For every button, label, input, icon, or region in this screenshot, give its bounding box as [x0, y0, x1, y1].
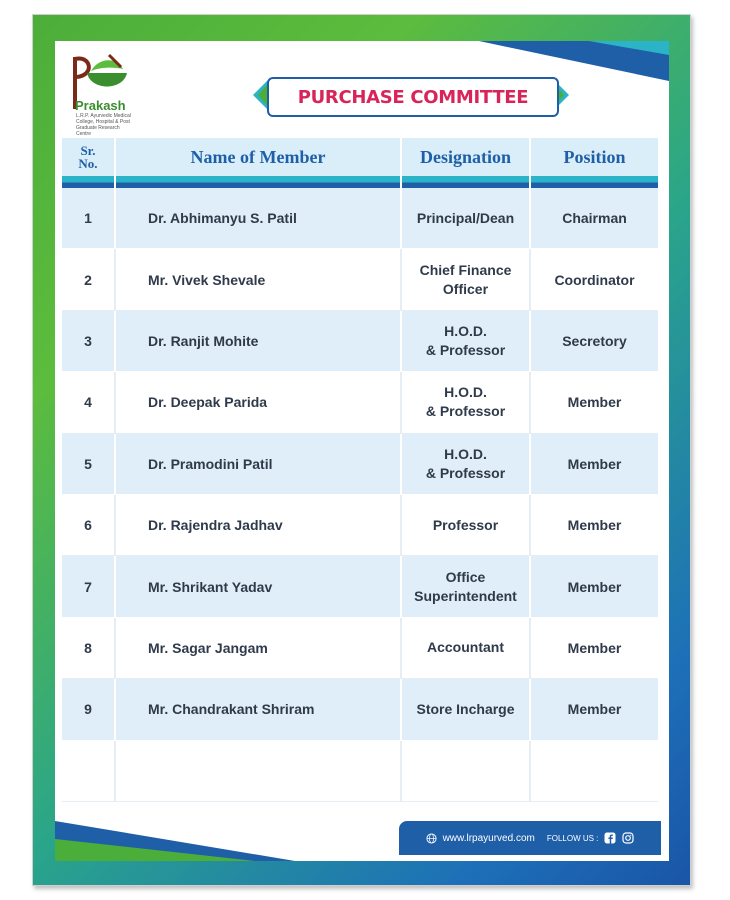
cell-sr-no: 1 [62, 188, 116, 249]
table-row [62, 249, 658, 310]
cell-sr-no: 9 [62, 679, 116, 740]
cell-position: Member [531, 495, 658, 556]
poster-content [55, 41, 669, 861]
cell-member-name: Dr. Abhimanyu S. Patil [116, 188, 402, 249]
table-row [62, 556, 658, 617]
cell-member-name: Dr. Ranjit Mohite [116, 311, 402, 372]
cell-member-name: Mr. Shrikant Yadav [116, 556, 402, 617]
cell-designation: H.O.D. & Professor [402, 434, 531, 495]
header-sr-no: Sr. No. [62, 138, 116, 176]
cell-member-name: Mr. Vivek Shevale [116, 249, 402, 310]
decor-corner-bottom-left-accent [55, 839, 255, 861]
cell-designation: H.O.D. & Professor [402, 311, 531, 372]
table-row [62, 679, 658, 740]
globe-icon [426, 833, 437, 844]
decor-corner-top-right-accent [589, 41, 669, 55]
table-row [62, 434, 658, 495]
facebook-icon[interactable] [604, 832, 616, 844]
table-row-empty [62, 741, 658, 802]
cell-sr-no: 4 [62, 372, 116, 433]
cell-designation: Principal/Dean [402, 188, 531, 249]
cell-designation: Store Incharge [402, 679, 531, 740]
cell-position: Member [531, 556, 658, 617]
header-designation: Designation [402, 138, 531, 176]
table-row [62, 618, 658, 679]
poster [32, 14, 691, 886]
committee-table [62, 138, 658, 802]
table-row [62, 495, 658, 556]
cell-sr-no: 5 [62, 434, 116, 495]
cell-sr-no: 7 [62, 556, 116, 617]
cell-member-name: Mr. Sagar Jangam [116, 618, 402, 679]
cell-member-name: Dr. Pramodini Patil [116, 434, 402, 495]
cell-position: Coordinator [531, 249, 658, 310]
logo-subtitle: L.R.P. Ayurvedic Medical College, Hospital & Post Graduate Research Centre [76, 113, 131, 137]
table-row [62, 188, 658, 249]
cell-position: Secretory [531, 311, 658, 372]
cell-member-name: Dr. Rajendra Jadhav [116, 495, 402, 556]
footer-bar [399, 821, 661, 855]
header-stripe [62, 176, 658, 188]
cell-designation: Accountant [402, 618, 531, 679]
cell-sr-no: 2 [62, 249, 116, 310]
cell-designation: Office Superintendent [402, 556, 531, 617]
cell-sr-no: 3 [62, 311, 116, 372]
title-box [267, 77, 559, 117]
follow-us-label: FOLLOW US : [546, 833, 599, 843]
cell-member-name: Dr. Deepak Parida [116, 372, 402, 433]
cell-sr-no: 6 [62, 495, 116, 556]
cell-position: Chairman [531, 188, 658, 249]
table-row [62, 372, 658, 433]
cell-designation: Professor [402, 495, 531, 556]
cell-sr-no: 8 [62, 618, 116, 679]
table-row [62, 311, 658, 372]
cell-designation: Chief Finance Officer [402, 249, 531, 310]
cell-position: Member [531, 372, 658, 433]
header-position: Position [531, 138, 658, 176]
cell-position: Member [531, 434, 658, 495]
header-name: Name of Member [116, 138, 402, 176]
page-title: PURCHASE COMMITTEE [297, 86, 529, 108]
table-header [62, 138, 658, 176]
website-link[interactable]: www.lrpayurved.com [442, 832, 535, 844]
instagram-icon[interactable] [622, 832, 634, 844]
cell-designation: H.O.D. & Professor [402, 372, 531, 433]
title-banner [253, 73, 569, 117]
cell-position: Member [531, 679, 658, 740]
logo-name: Prakash [75, 98, 126, 113]
cell-position: Member [531, 618, 658, 679]
cell-member-name: Mr. Chandrakant Shriram [116, 679, 402, 740]
